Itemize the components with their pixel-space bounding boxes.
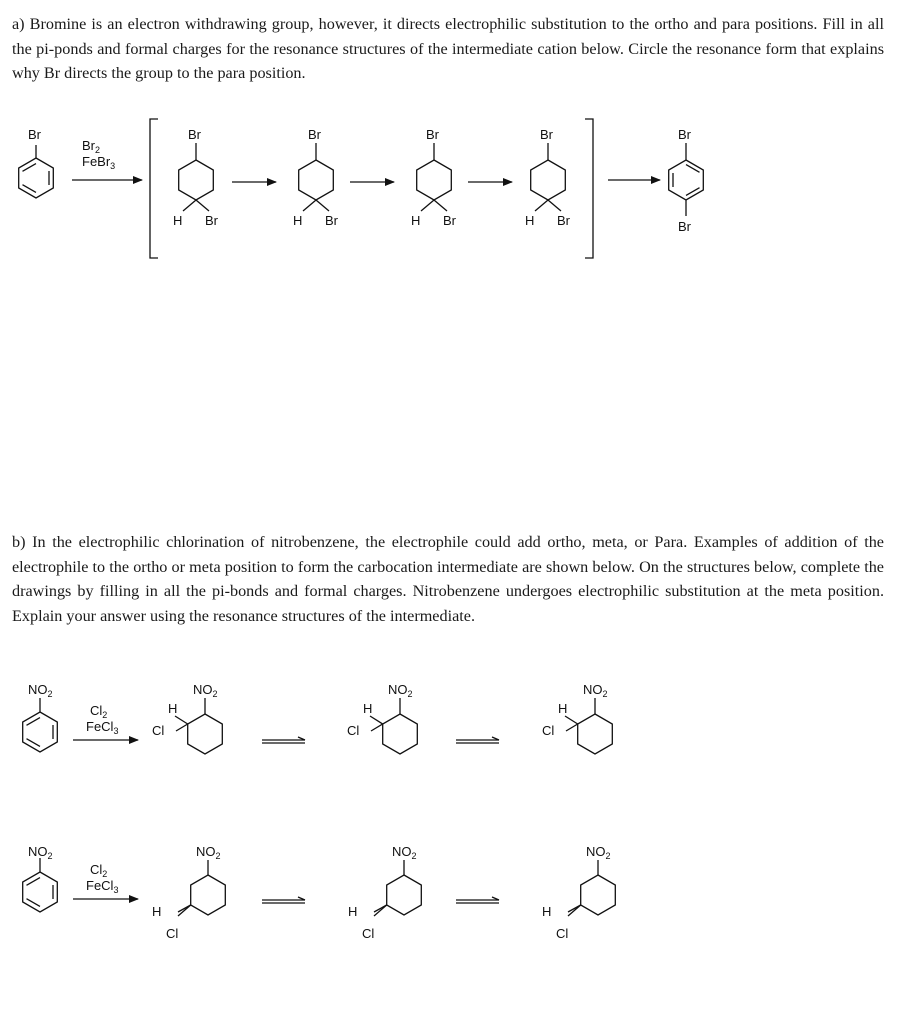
reagent-fecl3-r2: FeCl$_3$ (86, 878, 119, 895)
int1-br: Br (205, 213, 218, 228)
equilibrium-arrow-b4 (456, 897, 499, 903)
question-a-text: a) Bromine is an electron withdrawing group, however, it directs electrophilic substitution to the ortho and para positions. Fill in all the pi-ponds and formal charges for the resonance structures of the intermediate cation below. Circle the resonance form that explains why Br directs the group to the para position. (12, 15, 884, 83)
nitrobenzene-row2 (23, 858, 58, 912)
int4-br: Br (557, 213, 570, 228)
meta-1-cl: Cl (166, 926, 179, 941)
question-b-text: b) In the electrophilic chlorination of nitrobenzene, the electrophile could add ortho, meta, or Para. Examples of addition of the electrophile to the ortho or meta position to form the carbocation intermediate are shown below. On the structures below, complete the drawings by filling in all the pi-bonds and formal charges. Nitrobenzene undergoes electrophilic substitution at the meta position. Explain your answer using the resonance structures of the intermediate. (12, 533, 884, 625)
int3-br: Br (443, 213, 456, 228)
intermediate-a3 (417, 143, 452, 211)
reactant-br-label: Br (28, 127, 41, 142)
ortho-1-cl: Cl (152, 723, 165, 738)
nitro-label-r2-reactant: $NO_2$ (28, 844, 53, 861)
int4-h: H (525, 213, 535, 228)
meta-intermediate-2 (374, 860, 421, 916)
int3-h: H (411, 213, 421, 228)
meta-intermediate-1 (178, 860, 225, 916)
ortho-intermediate-2 (370, 698, 417, 754)
equilibrium-arrow-b2 (456, 737, 499, 743)
product-br-top: Br (678, 127, 691, 142)
ortho-2-cl: Cl (347, 723, 360, 738)
meta-1-h: H (152, 904, 162, 919)
intermediate-a4 (531, 143, 566, 211)
int3-br-top: Br (426, 127, 439, 142)
nitro-label-r1-reactant: $NO_2$ (28, 682, 53, 699)
ortho-1-h: H (168, 701, 178, 716)
ortho-3-cl: Cl (542, 723, 555, 738)
int2-br: Br (325, 213, 338, 228)
left-bracket (150, 119, 158, 258)
nitro-label-meta-1: $NO_2$ (196, 844, 221, 861)
ortho-intermediate-1 (175, 698, 222, 754)
meta-3-h: H (542, 904, 552, 919)
reagent-fecl3-r1: FeCl$_3$ (86, 719, 119, 736)
nitro-label-meta-3: $NO_2$ (586, 844, 611, 861)
int2-br-top: Br (308, 127, 321, 142)
equilibrium-arrow-b3 (262, 897, 305, 903)
meta-3-cl: Cl (556, 926, 569, 941)
meta-2-cl: Cl (362, 926, 375, 941)
meta-2-h: H (348, 904, 358, 919)
int1-h: H (173, 213, 183, 228)
right-bracket (585, 119, 593, 258)
meta-intermediate-3 (568, 860, 615, 916)
nitro-label-meta-2: $NO_2$ (392, 844, 417, 861)
int4-br-top: Br (540, 127, 553, 142)
ortho-2-h: H (363, 701, 373, 716)
int1-br-top: Br (188, 127, 201, 142)
reagent-cl2-r2: $Cl_2$ (90, 862, 108, 879)
intermediate-a2 (299, 143, 334, 211)
nitro-label-ortho-2: $NO_2$ (388, 682, 413, 699)
product-br-bottom: Br (678, 219, 691, 234)
nitro-label-ortho-3: $NO_2$ (583, 682, 608, 699)
para-dibromobenzene-product (669, 143, 704, 216)
ortho-intermediate-3 (565, 698, 612, 754)
bromobenzene-reactant (19, 145, 54, 198)
ortho-3-h: H (558, 701, 568, 716)
equilibrium-arrow-b1 (262, 737, 305, 743)
nitro-label-ortho-1: $NO_2$ (193, 682, 218, 699)
intermediate-a1 (179, 143, 214, 211)
int2-h: H (293, 213, 303, 228)
reagent-febr3: FeBr$_3$ (82, 154, 116, 171)
nitrobenzene-row1 (23, 698, 58, 752)
reagent-cl2-r1: $Cl_2$ (90, 703, 108, 720)
reagent-br2: $Br_2$ (82, 138, 101, 155)
